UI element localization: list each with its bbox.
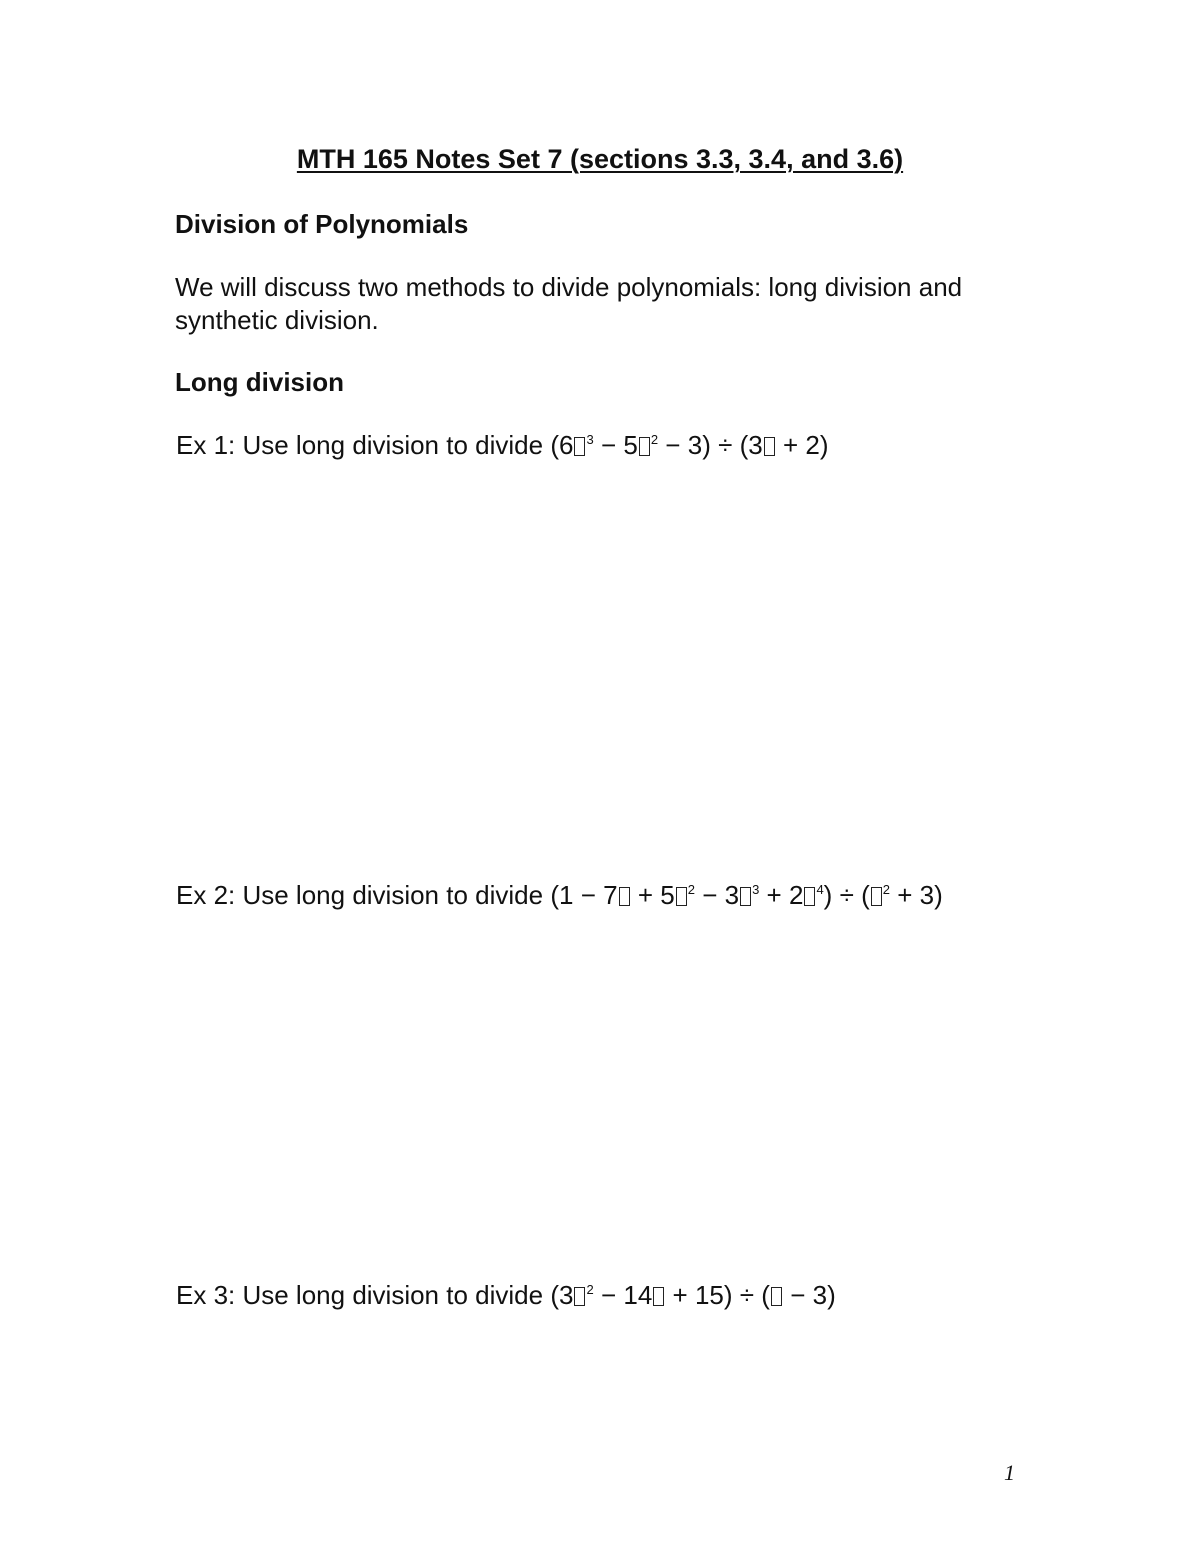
variable-x-glyph xyxy=(804,887,815,906)
variable-x-glyph xyxy=(574,437,585,456)
variable-x-glyph xyxy=(771,1287,782,1306)
example-1-label: Ex 1: Use long division to divide xyxy=(176,430,544,460)
intro-paragraph: We will discuss two methods to divide polynomials: long division and synthetic division. xyxy=(175,272,963,335)
example-2 xyxy=(176,880,943,911)
variable-x-glyph xyxy=(740,887,751,906)
variable-x-glyph xyxy=(639,437,650,456)
variable-x-glyph xyxy=(871,887,882,906)
variable-x-glyph xyxy=(676,887,687,906)
example-3-label: Ex 3: Use long division to divide xyxy=(176,1280,544,1310)
variable-x-glyph xyxy=(653,1287,664,1306)
page-title: MTH 165 Notes Set 7 (sections 3.3, 3.4, and 3.6) xyxy=(296,144,904,174)
section-heading: Division of Polynomials xyxy=(175,209,469,239)
example-3 xyxy=(176,1280,836,1311)
variable-x-glyph xyxy=(619,887,630,906)
example-2-expression: (1 − 7 + 5 $^2$ − 3 $^3$ + 2 $^4$) ÷ ( $^2$ + 3) xyxy=(550,880,943,910)
subsection-heading: Long division xyxy=(175,367,344,397)
example-2-label: Ex 2: Use long division to divide xyxy=(176,880,544,910)
page-number: 1 xyxy=(1004,1460,1015,1485)
example-1-expression: (6 $^3$ − 5 $^2$ − 3) ÷ (3 + 2) xyxy=(550,430,829,460)
variable-x-glyph xyxy=(574,1287,585,1306)
example-1 xyxy=(176,430,829,461)
example-3-expression: (3 $^2$ − 14 + 15) ÷ ( − 3) xyxy=(550,1280,836,1310)
variable-x-glyph xyxy=(764,437,775,456)
